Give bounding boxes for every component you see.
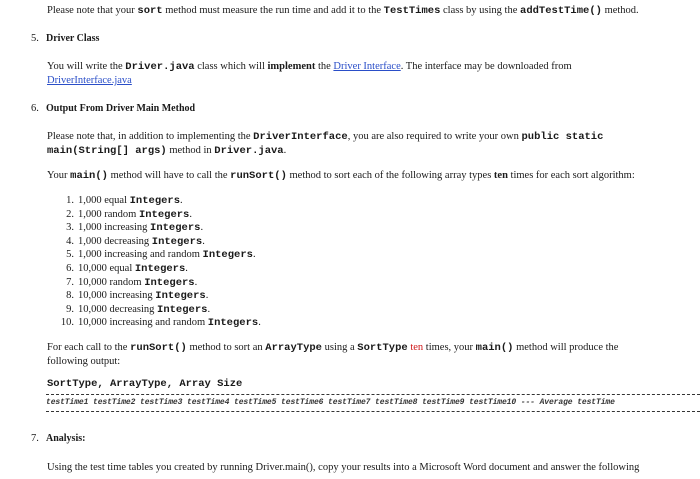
section-6-p3-line-2 — [47, 355, 120, 369]
text: method to sort an — [186, 342, 266, 353]
list-item — [56, 289, 261, 303]
list-item — [56, 208, 261, 222]
code-driver-java: Driver.java — [214, 145, 284, 157]
section-6-p1-line-2 — [47, 144, 286, 158]
list-number: 7. — [66, 276, 74, 288]
intro-text: class by using the — [440, 5, 521, 16]
intro-text: method. — [601, 5, 639, 16]
dashed-divider-bottom — [46, 411, 700, 412]
list-item — [56, 194, 261, 208]
section-7-line: Using the test time tables you created by running Driver.main(), copy your results into a Microsoft Word document and answer the following — [47, 462, 640, 473]
section-number: 6. — [31, 103, 39, 114]
code-driverinterface: DriverInterface — [253, 131, 348, 143]
item-text: . — [194, 276, 198, 288]
text: method will produce the — [513, 342, 619, 353]
output-header-line: SortType, ArrayType, Array Size — [47, 378, 243, 390]
driver-interface-java-link[interactable]: DriverInterface.java — [47, 75, 132, 86]
section-number: 5. — [31, 33, 39, 44]
code-main-signature: main(String[] args) — [47, 145, 167, 157]
list-number: 6. — [66, 262, 74, 274]
list-number: 1. — [66, 195, 74, 206]
text: method to sort each of the following array types — [286, 170, 494, 181]
text: the — [315, 61, 334, 72]
code-driver-java: Driver.java — [125, 61, 195, 73]
list-item — [56, 235, 261, 249]
red-ten: ten — [410, 342, 424, 353]
item-text: 10,000 increasing — [78, 290, 156, 302]
code-integers: Integers — [138, 208, 190, 221]
code-main: main() — [475, 342, 514, 354]
code-integers: Integers — [151, 235, 203, 248]
driver-interface-link[interactable]: Driver Interface — [333, 61, 401, 72]
list-item — [56, 276, 261, 290]
text: times for each sort algorithm: — [507, 170, 635, 181]
code-integers: Integers — [202, 249, 253, 262]
item-text: 10,000 decreasing — [78, 303, 158, 315]
item-text: . — [185, 262, 188, 274]
item-text: 1,000 decreasing — [78, 235, 152, 247]
array-type-list — [56, 194, 261, 330]
code-sorttype: SortType — [357, 342, 408, 354]
code-integers: Integers — [129, 195, 181, 207]
code-integers: Integers — [207, 317, 259, 330]
list-number: 8. — [66, 290, 74, 302]
code-integers: Integers — [157, 303, 208, 316]
section-6-heading — [31, 103, 195, 114]
text: following output: — [47, 356, 121, 367]
code-testtimes: TestTimes — [383, 5, 441, 17]
text: Please note that, in addition to implementing the — [47, 131, 254, 142]
item-text: 1,000 increasing and random — [78, 249, 203, 261]
code-integers: Integers — [134, 262, 186, 275]
list-item — [56, 316, 261, 330]
section-title: Driver Class — [46, 33, 100, 44]
code-runsort: runSort() — [230, 170, 287, 182]
text: For each call to the — [47, 342, 131, 353]
item-text: . — [207, 303, 211, 315]
bold-implement: implement — [267, 61, 316, 72]
section-number: 7. — [31, 433, 39, 444]
list-item — [56, 262, 261, 276]
intro-text: method must measure the run time and add it to the — [162, 5, 384, 16]
list-item — [56, 221, 261, 235]
item-text: . — [180, 195, 183, 206]
code-main: main() — [70, 170, 108, 182]
section-6-p3-line-1 — [47, 341, 618, 355]
dashed-divider-top — [46, 394, 700, 395]
text: . The interface may be downloaded from — [400, 61, 572, 72]
intro-text: Please note that your — [47, 5, 138, 16]
code-sort: sort — [137, 5, 163, 17]
text: class which will — [194, 61, 268, 72]
section-5-heading — [31, 33, 99, 44]
list-number: 3. — [66, 222, 74, 234]
output-times-line: testTime1 testTime2 testTime3 testTime4 testTime5 testTime6 testTime7 testTime8 testTime9 testTime10 --- Average testTime — [46, 398, 615, 407]
intro-line — [47, 4, 639, 18]
section-6-p1-line-1 — [47, 130, 603, 144]
list-number: 10. — [60, 317, 74, 329]
item-text: . — [189, 208, 192, 220]
text: times, your — [423, 342, 476, 353]
section-5-line-1 — [47, 60, 572, 74]
code-arraytype: ArrayType — [265, 342, 322, 354]
section-6-p2 — [47, 169, 635, 183]
item-text: 1,000 increasing — [78, 222, 151, 234]
section-title: Analysis: — [46, 433, 86, 444]
code-integers: Integers — [150, 222, 201, 235]
section-5-line-2 — [47, 74, 132, 88]
list-item — [56, 303, 261, 317]
list-number: 2. — [66, 208, 74, 220]
text: , you are also required to write your own — [347, 131, 522, 142]
section-title: Output From Driver Main Method — [46, 103, 196, 114]
code-addtesttime: addTestTime() — [520, 5, 602, 17]
item-text: . — [252, 249, 256, 261]
text: You will write the — [47, 61, 126, 72]
text: method will have to call the — [107, 170, 231, 181]
text: method in — [166, 145, 215, 156]
text: using a — [321, 342, 358, 353]
item-text: 1,000 equal — [78, 195, 130, 206]
text: . — [283, 145, 287, 156]
code-integers: Integers — [155, 290, 206, 303]
item-text: 10,000 increasing and random — [78, 317, 208, 329]
list-item — [56, 248, 261, 262]
item-text: 10,000 equal — [78, 262, 135, 274]
list-number: 9. — [66, 303, 74, 315]
code-integers: Integers — [144, 276, 195, 289]
section-7-heading — [31, 433, 85, 444]
code-runsort: runSort() — [130, 342, 187, 354]
item-text: . — [258, 317, 261, 329]
item-text: 10,000 random — [78, 276, 145, 288]
list-number: 5. — [66, 249, 74, 261]
code-public-static: public static — [521, 131, 604, 143]
text: Your — [47, 170, 71, 181]
list-number: 4. — [66, 235, 74, 247]
item-text: . — [205, 290, 209, 302]
item-text: . — [202, 235, 205, 247]
item-text: 1,000 random — [78, 208, 139, 220]
item-text: . — [200, 222, 204, 234]
bold-ten: ten — [493, 170, 508, 181]
